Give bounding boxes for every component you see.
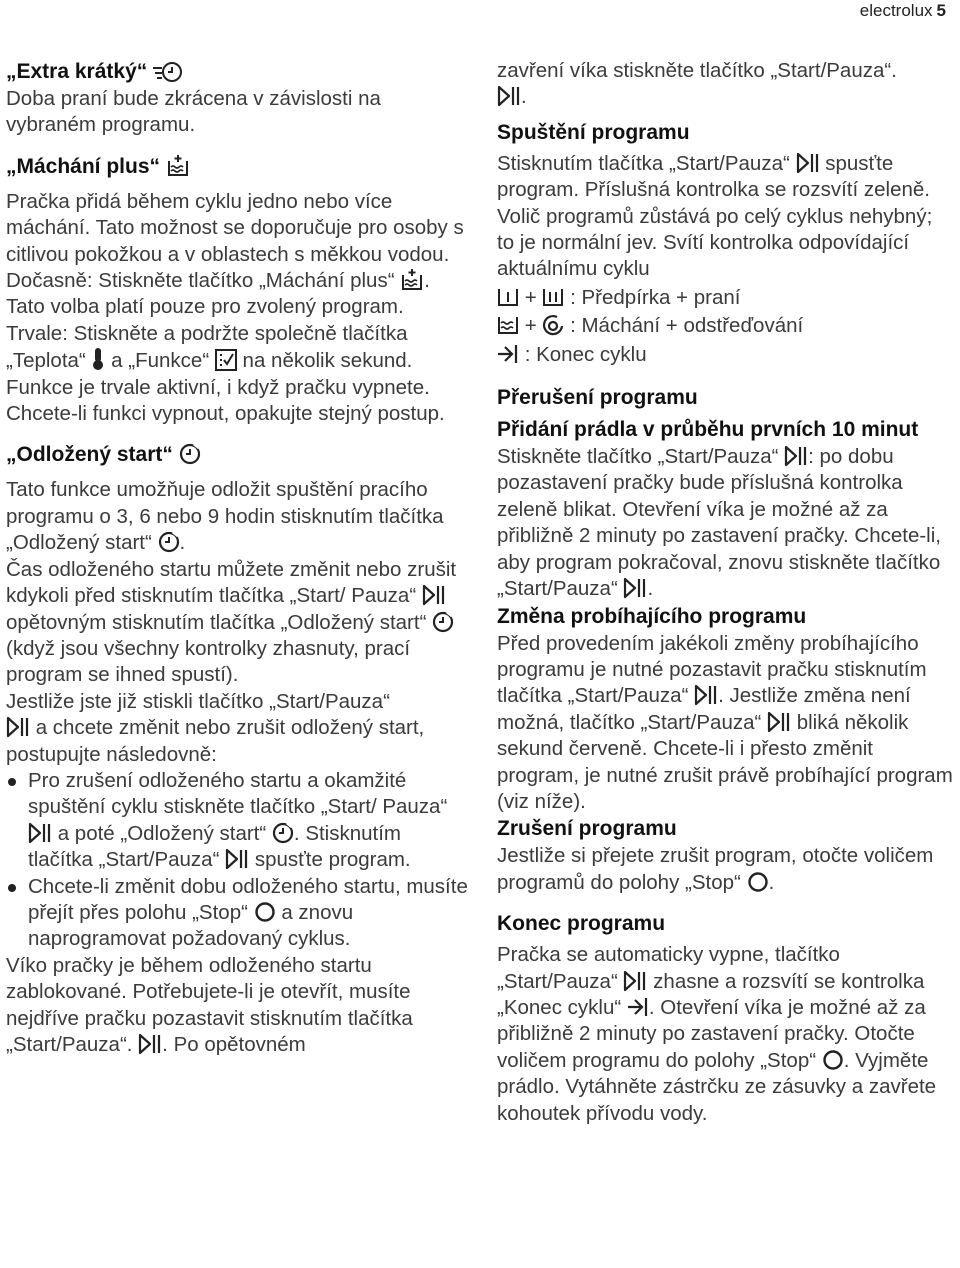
rinse-permanent-text: Trvale: Stiskněte a podržte společně tlačítka „Teplota“ a „Funkce“ na několik sekund. Funkce je trvale aktivní, i když pračku vypnete. Chcete-li funkci vypnout, opakujte stejný postup. xyxy=(6,321,445,426)
list-item: Pro zrušení odloženého startu a okamžité spuštění cyklu stiskněte tlačítko „Start/ Pauza“ a poté „Odložený start“ . Stisknutím tlačítka „Start/Pauza“ spusťte program. xyxy=(28,768,468,874)
program-interrupt-heading: Přerušení programu xyxy=(497,386,698,410)
program-selector-text: Volič programů zůstává po celý cyklus nehybný; to je normální jev. Svítí kontrolka odpovídající aktuálnímu cyklu xyxy=(497,204,933,281)
page-number: 5 xyxy=(936,1,946,20)
program-start-text: Stisknutím tlačítka „Start/Pauza“ spusťte program. Příslušná kontrolka se rozsvítí zeleně. xyxy=(497,151,930,202)
change-program-text: Před provedením jakékoli změny probíhajícího programu je nutné pozastavit pračku stisknutím tlačítka „Start/Pauza“ . Jestliže změna není možná, tlačítko „Start/Pauza“ bliká několik sekund červeně. Chcete-li i přesto změnit program, je nutné zrušit právě probíhající program (viz níže). xyxy=(497,631,953,813)
start-pause-icon xyxy=(138,1033,162,1055)
start-pause-icon xyxy=(225,848,249,870)
end-cycle-icon xyxy=(497,343,519,365)
clock-icon xyxy=(158,531,180,553)
program-start-heading: Spuštění programu xyxy=(497,120,690,144)
rinse-temporary-text: Dočasně: Stiskněte tlačítko „Máchání plus“ . Tato volba platí pouze pro zvolený program. xyxy=(6,269,430,319)
quick-wash-icon xyxy=(153,60,183,82)
page-header xyxy=(860,0,946,22)
prewash-icon xyxy=(497,286,519,308)
rinse-plus-icon xyxy=(400,269,424,291)
spin-icon xyxy=(542,314,564,336)
start-pause-icon xyxy=(6,716,30,738)
thermometer-icon xyxy=(91,347,105,371)
extra-short-heading: „Extra krátký“ xyxy=(6,58,468,86)
indicator-row-rinse: + : Máchání + odstřeďování xyxy=(497,313,955,339)
continued-text: zavření víka stiskněte tlačítko „Start/Pauza“. . xyxy=(497,59,897,109)
extra-short-text: Doba praní bude zkrácena v závislosti na vybraném programu. xyxy=(6,87,381,137)
add-laundry-text: Stiskněte tlačítko „Start/Pauza“ : po dobu pozastavení pračky bude příslušná kontrolka zeleně blikat. Otevření víka je možné až za přibližně 2 minuty po zastavení pračky. Chcete-li, aby program pokračoval, znovu stiskněte tlačítko „Start/Pauza“ . xyxy=(497,445,941,601)
start-pause-icon xyxy=(623,970,647,992)
indicator-row-prewash: + : Předpírka + praní xyxy=(497,285,955,311)
list-item: Chcete-li změnit dobu odloženého startu, musíte přejít přes polohu „Stop“ a znovu naprogramovat požadovaný cyklus. xyxy=(28,874,468,953)
end-cycle-icon xyxy=(627,996,649,1018)
clock-icon xyxy=(432,611,454,633)
cancel-program-text: Jestliže si přejete zrušit program, otočte voličem programů do polohy „Stop“ . xyxy=(497,844,934,894)
rinse-plus-icon xyxy=(166,155,190,177)
start-pause-icon xyxy=(694,684,718,706)
brand-name: electrolux xyxy=(859,1,933,20)
stop-icon xyxy=(254,901,276,923)
start-pause-icon xyxy=(28,822,52,844)
delay-text-4: Víko pračky je během odloženého startu zablokované. Potřebujete-li je otevřít, musíte nejdříve pračku pozastavit stisknutím tlačítka „Start/Pauza“. . Po opětovném xyxy=(6,953,413,1056)
clock-icon xyxy=(179,443,201,465)
delay-text-1: Tato funkce umožňuje odložit spuštění pracího programu o 3, 6 nebo 9 hodin stisknutím tlačítka „Odložený start“ . xyxy=(6,478,444,555)
wash-icon xyxy=(542,286,564,308)
rinse-icon xyxy=(497,314,519,336)
rinse-plus-text: Pračka přidá během cyklu jedno nebo více máchání. Tato možnost se doporučuje pro osoby s citlivou pokožkou a v oblastech s měkkou vodou. xyxy=(6,189,464,266)
start-pause-icon xyxy=(422,584,446,606)
delay-options-list xyxy=(6,768,468,953)
clock-icon xyxy=(272,822,294,844)
function-icon xyxy=(215,349,237,371)
delay-text-2: Čas odloženého startu můžete změnit nebo zrušit kdykoli před stisknutím tlačítka „Start/ Pauza“ opětovným stisknutím tlačítka „Odložený start“ (když jsou všechny kontrolky zhasnuty, prací program se ihned spustí). xyxy=(6,557,457,687)
start-pause-icon xyxy=(497,85,521,107)
start-pause-icon xyxy=(784,445,808,467)
change-program-heading: Změna probíhajícího programu xyxy=(497,604,807,628)
cancel-program-heading: Zrušení programu xyxy=(497,817,677,841)
right-column xyxy=(497,58,955,1127)
delayed-start-heading: „Odložený start“ xyxy=(6,441,468,469)
stop-icon xyxy=(822,1049,844,1071)
left-column xyxy=(6,58,468,1058)
program-end-heading: Konec programu xyxy=(497,912,666,936)
indicator-row-end: : Konec cyklu xyxy=(497,342,955,368)
rinse-plus-heading: „Máchání plus“ xyxy=(6,153,468,181)
delay-text-3: Jestliže jste již stiskli tlačítko „Start/Pauza“ a chcete změnit nebo zrušit odložený start, postupujte následovně: xyxy=(6,689,425,766)
stop-icon xyxy=(747,871,769,893)
program-end-text: Pračka se automaticky vypne, tlačítko „Start/Pauza“ zhasne a rozsvítí se kontrolka „Konec cyklu“ . Otevření víka je možné až za přibližně 2 minuty po zastavení pračky. Otočte voličem programu do polohy „Stop“ . Vyjměte prádlo. Vytáhněte zástrčku ze zásuvky a zavřete kohoutek přívodu vody. xyxy=(497,943,937,1125)
add-laundry-heading: Přidání prádla v průběhu prvních 10 minut xyxy=(497,418,919,442)
start-pause-icon xyxy=(796,152,820,174)
start-pause-icon xyxy=(767,711,791,733)
start-pause-icon xyxy=(623,577,647,599)
